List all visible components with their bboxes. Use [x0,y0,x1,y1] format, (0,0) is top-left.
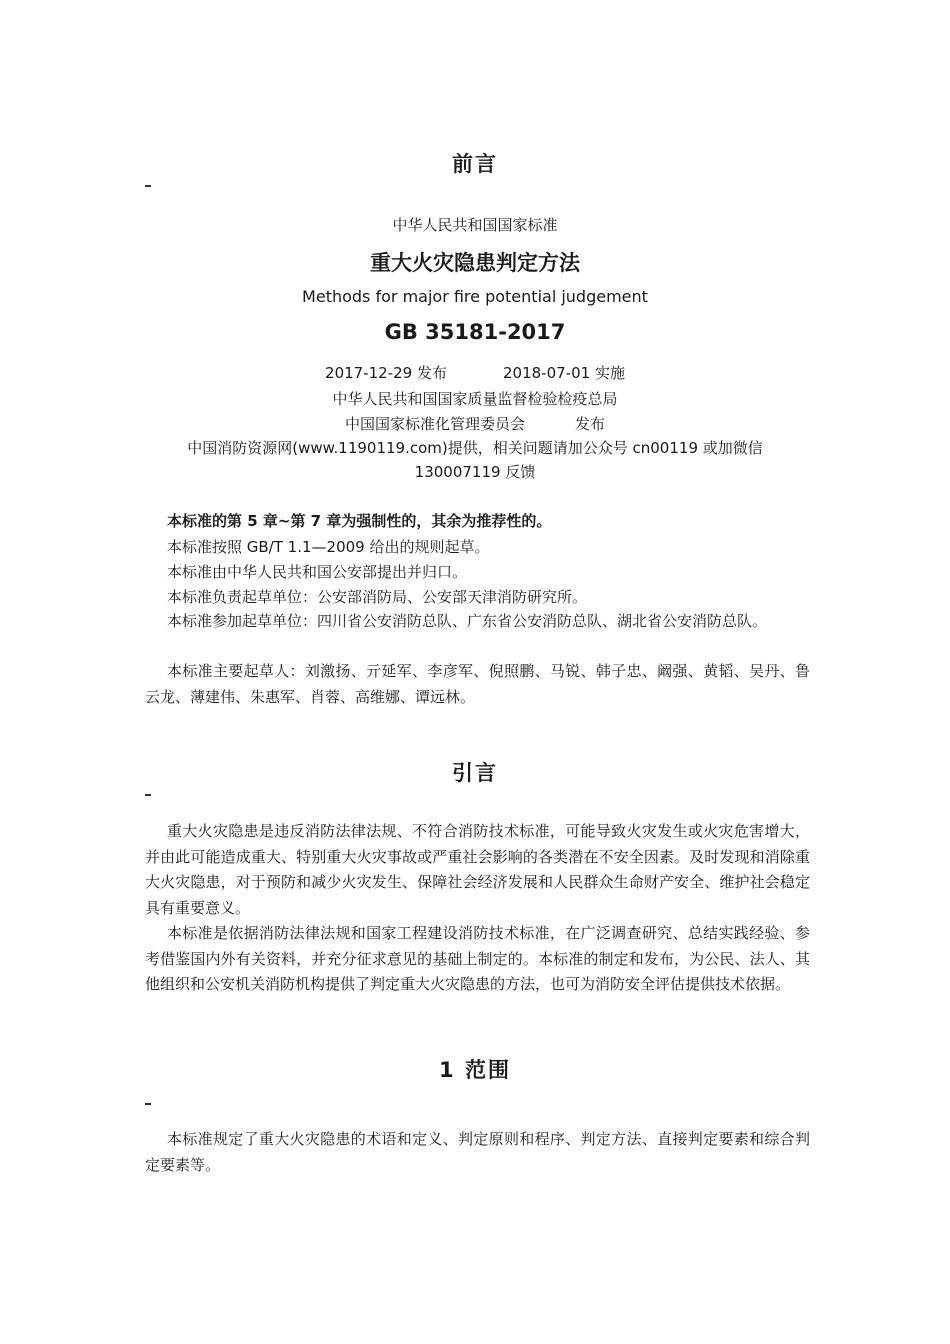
source-note-1: 中国消防资源网(www.1190119.com)提供，相关问题请加公众号 cn00119 或加微信 [187,439,763,457]
heading-marker [145,1103,151,1105]
intro-paragraph-1: 重大火灾隐患是违反消防法律法规、不符合消防技术标准，可能导致火灾发生或火灾危害增大，并由此可能造成重大、特别重大火灾事故或严重社会影响的各类潜在不安全因素。及时发现和消除重大火灾隐患，对于预防和减少火灾发生、保障社会经济发展和人民群众生命财产安全、维护社会稳定具有重要意义。 [145,822,810,917]
issuing-org-1: 中华人民共和国国家质量监督检验检疫总局 [332,390,618,408]
responsible-units: 本标准负责起草单位：公安部消防局、公安部天津消防研究所。 [167,588,588,606]
issuing-org-2: 中国国家标准化管理委员会 [344,415,525,433]
drafting-rules: 本标准按照 GB/T 1.1—2009 给出的规则起草。 [167,538,490,556]
publish-date: 2017-12-29 发布 [325,364,447,382]
scope-heading: 1 范围 [439,1058,511,1082]
participating-units: 本标准参加起草单位：四川省公安消防总队、广东省公安消防总队、湖北省公安消防总队。 [167,612,768,630]
standard-code: GB 35181-2017 [384,320,566,344]
dates-row [0,362,950,383]
intro-paragraph-2: 本标准是依据消防法律法规和国家工程建设消防技术标准，在广泛调查研究、总结实践经验、参考借鉴国内外有关资料，并充分征求意见的基础上制定的。本标准的制定和发布，为公民、法人、其他组织和公安机关消防机构提供了判定重大火灾隐患的方法，也可为消防安全评估提供技术依据。 [145,924,810,993]
scope-paragraph: 本标准规定了重大火灾隐患的术语和定义、判定原则和程序、判定方法、直接判定要素和综合判定要素等。 [145,1130,810,1174]
heading-marker [145,185,151,187]
source-note-2: 130007119 反馈 [414,463,536,481]
mandatory-note: 本标准的第 5 章~第 7 章为强制性的，其余为推荐性的。 [167,512,552,530]
standard-title-en: Methods for major fire potential judgement [302,287,648,306]
standard-title-cn: 重大火灾隐患判定方法 [370,251,580,275]
standard-type: 中华人民共和国国家标准 [392,216,558,234]
proposer: 本标准由中华人民共和国公安部提出并归口。 [167,563,468,581]
intro-heading: 引言 [452,761,498,785]
preface-heading: 前言 [452,152,498,176]
issue-action: 发布 [575,415,606,433]
heading-marker [145,794,151,796]
issuing-org-2-row [0,413,950,434]
implement-date: 2018-07-01 实施 [503,364,625,382]
main-drafters: 本标准主要起草人：刘激扬、亓延军、李彦军、倪照鹏、马锐、韩子忠、阚强、黄韬、吴丹、鲁云龙、薄建伟、朱惠军、肖蓉、高维娜、谭远林。 [145,662,810,706]
